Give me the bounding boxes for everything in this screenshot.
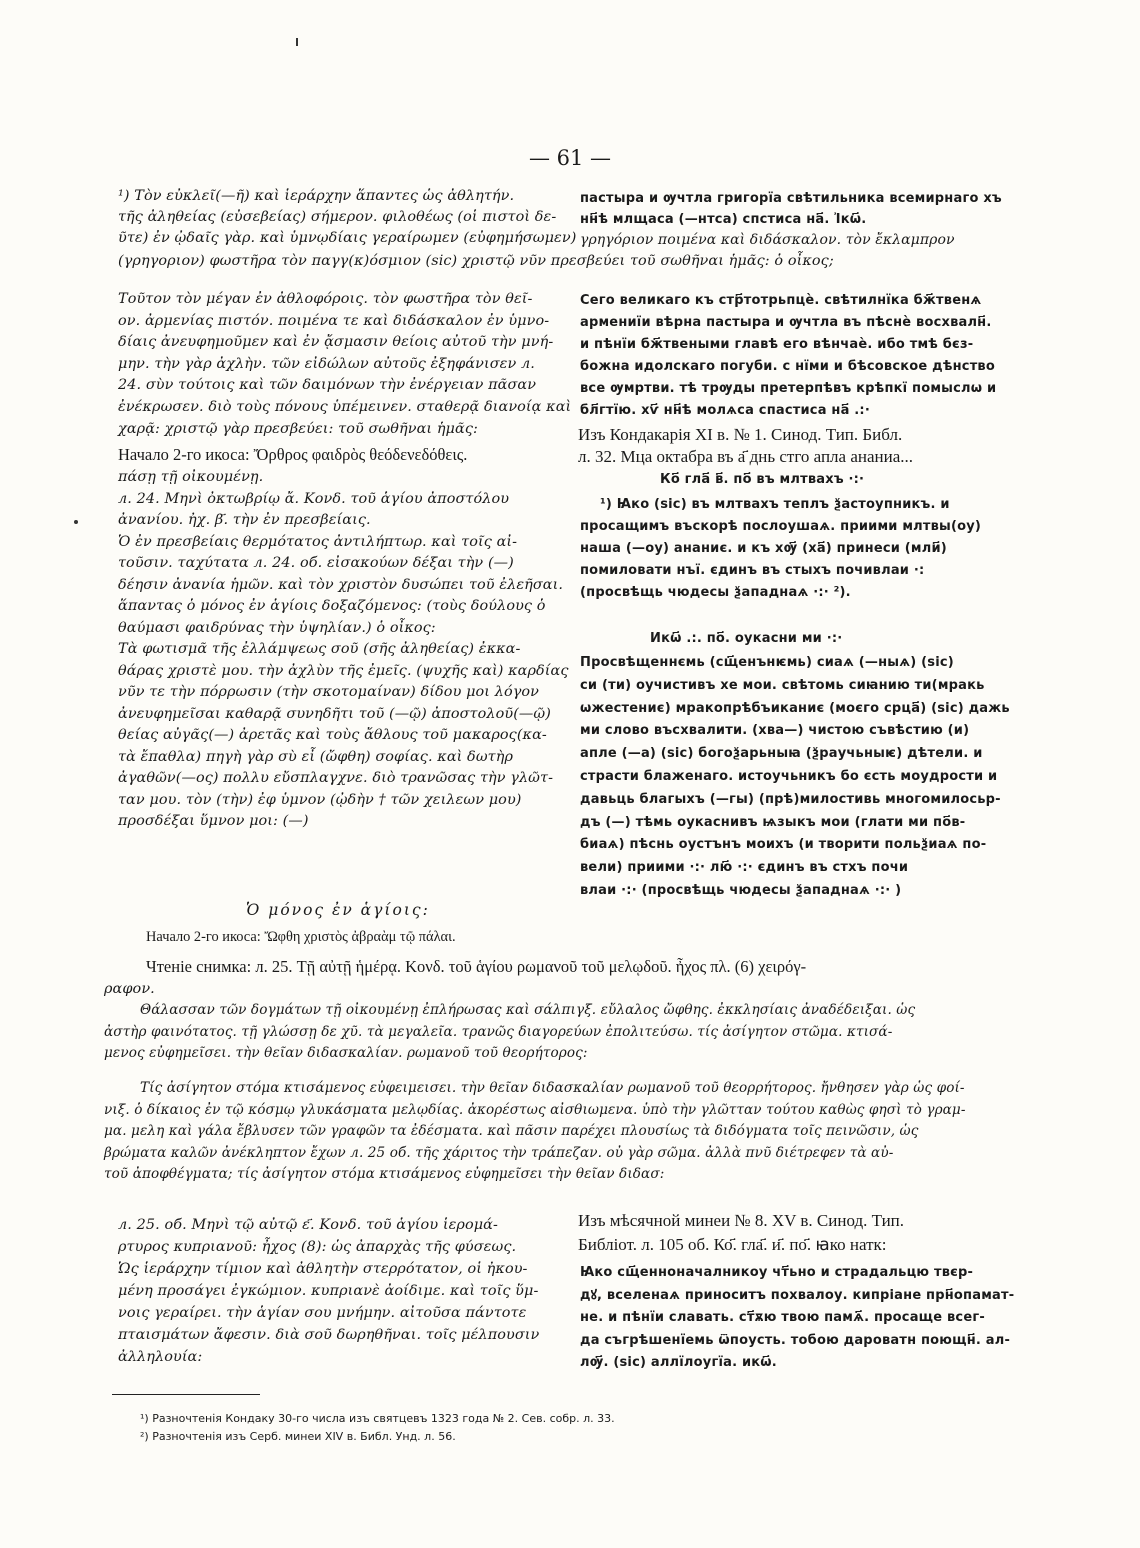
text-line: Τὰ φωτισμᾶ τῆς ἐλλάμψεως σοῦ (σῆς ἀληθείας) ἐκκα-	[118, 641, 521, 657]
text-line: влаи ·:· (просвѣщь чюдесы ѯападнаѧ ·:· )	[580, 882, 902, 898]
page-number: — 61 —	[528, 146, 612, 170]
text-line: Θάλασσαν τῶν δογμάτων τῇ οἰκουμένῃ ἐπλήρωσας καὶ σάλπιγξ. εὔλαλος ὤφθης. ἐκκλησίαις ἀναδέδειξαι. ὡς	[140, 1002, 916, 1018]
text-line: ἀνευφημεῖσαι καθαρᾷ συνηδῆτι τοῦ (—ῷ) ἀποστολοῦ(—ῷ)	[118, 705, 551, 722]
text-line: ἅπαντας ὁ μόνος ἐν ἁγίοις δοξαζόμενος: (τοὺς δούλους ὁ	[118, 598, 546, 614]
left-center-title: Ὁ μόνος ἐν ἁγίοις:	[246, 901, 430, 919]
left-heading-1: Начало 2-го икоса: Ὄρθρος φαιδρὸς θεόδενεδόθεις.	[118, 445, 468, 464]
text-line: δέησιν ἀνανία ἡμῶν. καὶ τὸν χριστὸν δυσώπει τοῦ ἐλεῆσαι.	[118, 576, 564, 593]
text-line: л. 25. об. Μηνὶ τῷ αὐτῷ ε҃. Κονδ. τοῦ ἁγίου ἱερομά-	[118, 1217, 498, 1233]
text-line: все ѹмртви. тѣ трѹды претерпѣвъ крѣпкї помыслѡ и	[580, 381, 997, 396]
text-line: ἀγαθῶν(—ος) πολλυ εὔσπλαγχνε. διὸ τρανῶσας τὴν γλῶτ-	[118, 770, 554, 786]
text-line: и пѣнїи бж҃твеными главѣ его вѣнчаѐ. ибо тмѣ бєз-	[580, 337, 974, 352]
text-line: ѡжестениє) мракопрѣбъиканиє (моєго срца҃) (sic) дажь	[580, 700, 1010, 716]
text-line: лѹ҃. (sic) аллїлоугїа. икѡ҃.	[580, 1355, 777, 1370]
text-line: дꙋ, вселенаѧ приноситъ похвалоу. кипріане прн҃опамат-	[580, 1287, 1015, 1303]
text-line: Τοῦτον τὸν μέγαν ἐν ἀθλοφόροις. τὸν φωστῆρα τὸν θεῖ-	[118, 291, 533, 307]
text-line: пастыра и ѹчтла григорїа свѣтильника всемирнаго хъ	[580, 191, 1002, 206]
right-paragraph-2	[580, 494, 982, 604]
mid-heading-2-cont: ραφον.	[104, 981, 155, 997]
text-line: δίαις ἀνευφημοῦμεν καὶ ἐν ᾄσμασιν θείοις αὐτοῦ τὴν μνή-	[118, 334, 554, 351]
text-line: τοῦσιν. ταχύτατα л. 24. об. εἰσακούων δέξαι τὴν (—)	[118, 555, 514, 571]
text-line: θείας αὐγᾶς(—) ἀρετᾶς καὶ τοὺς ἄθλους τοῦ μακαρος(κα-	[118, 727, 547, 743]
text-line: πάσῃ τῇ οἰκουμένῃ.	[118, 469, 264, 485]
top-full-line: (γρηγοριον) φωστῆρα τὸν παγγ(κ)όσμιον (sic) χριστῷ νῦν πρεσβεύει τοῦ σωθῆναι ἡμᾶς: ὁ οἶκος;	[118, 253, 834, 269]
right-source-line-1: Изъ Кондакарія XI в. № 1. Синод. Тип. Библ.	[578, 425, 903, 444]
text-line: армениїи вѣрна пастыра и ѹчтла въ пѣснѐ восхвалн҃.	[580, 315, 992, 330]
text-line: 24. σὺν τούτοις καὶ τῶν δαιμόνων τὴν ἐνέργειαν πᾶσαν	[118, 377, 537, 394]
text-line: давьць благыхъ (—гы) (прѣ)милостивь многомилосьр-	[580, 791, 1001, 807]
text-line: си (ти) оучистивъ хе мои. свѣтомь сиꙗнию ти(мракь	[580, 677, 985, 693]
left-paragraph-2	[118, 467, 569, 833]
text-line: бл҃гтїю. хѵ҃ нн҃ѣ молѧса спастиса на҃ .:·	[580, 403, 870, 418]
footnote-rule	[112, 1394, 260, 1395]
right-center-heading-1: Ко҃ гла҃ в҃. по҃ въ млтвахъ ·:·	[660, 472, 865, 487]
text-line: τοῦ ἀποφθέγματα; τίς ἀσίγητον στόμα κτισάμενος εὐφημεῖσει τὴν θεῖαν διδασ:	[104, 1166, 665, 1183]
text-line: μενος εὐφημεῖσει. τὴν θεῖαν διδασκαλίαν. ρωμανοῦ τοῦ θεορήτορος:	[104, 1045, 588, 1062]
text-line: προσδέξαι ὕμνον μοι: (—)	[118, 813, 309, 829]
text-line: Сего великаго къ стр҃тотрьпцѐ. свѣтилнїка бж҃твенѧ	[580, 293, 982, 308]
text-line: апле (—а) (sic) богоѯарьныꙗ (ѯраучьныѥ) дѣтели. и	[580, 746, 983, 762]
text-line: ἀλληλουία:	[118, 1349, 203, 1365]
footnote-2: ²) Разночтенія изъ Серб. минеи XIV в. Библ. Унд. л. 56.	[140, 1430, 456, 1443]
text-line: θαύμασι φαιδρύνας τὴν ὑψηλίαν.) ὁ οἶκος:	[118, 619, 436, 636]
text-line: Ꙗко сщ҃енноначалникоу чт҃ьно и страдальцю твєр-	[580, 1265, 974, 1280]
mid-paragraph-1	[104, 1000, 915, 1065]
text-line: божна идолскаго погуби. с нїми и бѣсовское дѣнство	[580, 359, 995, 374]
top-right-block	[580, 188, 1002, 230]
bottom-right-source-2: Библіот. л. 105 об. Ко҃. гла҃. и҃. по҃. ꙗко натк:	[578, 1235, 887, 1254]
text-line: просащимъ въскорѣ послоушаѧ. приими млтвы(оу)	[580, 519, 982, 534]
text-line: не. и пѣнїи славать. ст҃ѫю твою памѧ҃. просаще всег-	[580, 1310, 985, 1325]
text-line: Ὁ ἐν πρεσβείαις θερμότατος ἀντιλήπτωρ. καὶ τοῖς αἰ-	[118, 533, 518, 550]
text-line: νοις γεραίρει. τὴν ἁγίαν σου μνήμην. αἰτοῦσα πάντοτε	[118, 1305, 527, 1321]
text-line: вели) приими ·:· лю҃ ·:· єдинъ въ стхъ почи	[580, 860, 909, 876]
text-line: ¹) Ꙗко (sic) въ млтвахъ теплъ ѯастоупникъ. и	[600, 497, 950, 512]
text-line: τῆς ἀληθείας (εὐσεβείας) σήμερον. φιλοθέως (οἱ πιστοὶ δε-	[118, 209, 557, 226]
top-right-greek: γρηγόριον ποιμένα καὶ διδάσκαλον. τὸν ἔκλαμπρον	[580, 232, 955, 248]
margin-dot	[74, 520, 78, 524]
right-center-heading-2: Икѡ҃ .:. по҃. оукасни ми ·:·	[650, 631, 843, 646]
text-line: наша (—оу) ананиє. и къ хѹ҃ (ха҃) принеси (мли҃)	[580, 541, 947, 556]
text-line: л. 24. Μηνὶ ὀκτωβρίῳ ἄ. Κονδ. τοῦ ἁγίου ἀποστόλου	[118, 490, 510, 507]
text-line: страсти блаженаго. истоучьникъ бо єсть моудрости и	[580, 768, 998, 784]
text-line: τὰ ἔπαθλα) πηγὴ γὰρ σὺ εἶ (ὤφθη) σοφίας. καὶ δωτὴρ	[118, 748, 514, 765]
text-line: ον. ἀρμενίας πιστόν. ποιμένα τε καὶ διδάσκαλον ἐν ὑμνο-	[118, 312, 550, 329]
text-line: πταισμάτων ἄφεσιν. διὰ σοῦ δωρηθῆναι. τοῖς μέλπουσιν	[118, 1327, 540, 1343]
text-line: χαρᾷ: χριστῷ γὰρ πρεσβεύει: τοῦ σωθῆναι ἡμᾶς:	[118, 420, 478, 437]
mid-heading-1: Начало 2-го икоса: Ὤφθη χριστὸς ἀβραὰμ τῷ πάλαι.	[146, 929, 456, 945]
text-line: βρώματα καλῶν ἀνέκληπτον ἔχων л. 25 об. τῆς χάριτος τὴν τράπεζαν. οὐ γὰρ σῶμα. ἀλλὰ πνῦ διέτρεφεν τὰ αὐ-	[104, 1144, 894, 1161]
text-line: биаѧ) пѣснь оустънъ моихъ (и творити польѯиаѧ по-	[580, 837, 987, 853]
left-paragraph-1	[118, 289, 571, 440]
mid-heading-2: Чтеніе снимка: л. 25. Τῇ αὐτῇ ἡμέρᾳ. Κονδ. τοῦ ἁγίου ρωμανοῦ τοῦ μελῳδοῦ. ἦχος πλ. (6) χειρόγ-	[146, 957, 807, 976]
mid-paragraph-2	[104, 1078, 966, 1186]
bottom-right-paragraph	[580, 1262, 1014, 1375]
text-line: μένη προσάγει ἐγκώμιον. κυπριανὲ ἀοίδιμε. καὶ τοῖς ὕμ-	[118, 1283, 539, 1299]
text-line: да съгрѣшенїемь ѿпоусть. тобою дароватн поющн҃. ал-	[580, 1332, 1011, 1348]
text-line: помиловати нъї. єдинъ въ стыхъ почивлаи ·:	[580, 563, 925, 578]
right-source-line-2: л. 32. Мца октабра въ а҃ днь стго апла ананиа...	[578, 447, 913, 466]
text-line: ρτυρος κυπριανοῦ: ἦχος (8): ὡς ἀπαρχὰς τῆς φύσεως.	[118, 1239, 517, 1255]
text-line: ἀνανίου. ἠχ. β҃. τὴν ἐν πρεσβείαις.	[118, 512, 371, 528]
text-line: ταν μου. τὸν (τὴν) ἐφ ὑμνον (ᾠδὴν † τῶν χειλεων μου)	[118, 791, 522, 808]
text-line: Ὡς ἱεράρχην τίμιον καὶ ἀθλητὴν στερρότατον, οἱ ἠκου-	[118, 1261, 528, 1277]
footnote-1: ¹) Разночтенія Кондаку 30-го числа изъ святцевъ 1323 года № 2. Сев. собр. л. 33.	[140, 1412, 615, 1425]
text-line: нн҃ѣ млщаса (—нтса) спстиса на҃. Ἰкѡ҃.	[580, 212, 867, 228]
text-line: μην. τὴν γὰρ ἀχλὴν. τῶν εἰδώλων αὐτοῦς ἐξηφάνισεν л.	[118, 355, 535, 372]
right-paragraph-1	[580, 290, 996, 422]
text-line: ῦτε) ἐν ᾠδαῖς γὰρ. καὶ ὑμνῳδίαις γεραίρωμεν (εὐφημήσωμεν)	[118, 230, 577, 247]
text-line: μα. μελη καὶ γάλα ἔβλυσεν τῶν γραφῶν τα ἐδέσματα. καὶ πᾶσιν παρέχει πλουσίως τὰ διδόγματα τοῖς πεινῶσιν, ὡς	[104, 1123, 919, 1140]
text-line: Τίς ἀσίγητον στόμα κτισάμενος εὐφειμεισει. τὴν θεῖαν διδασκαλίαν ρωμανοῦ τοῦ θεορρήτορος. ἤνθησεν γὰρ ὡς φοί-	[140, 1080, 965, 1096]
bottom-right-source-1: Изъ мѣсячной минеи № 8. XV в. Синод. Тип.	[578, 1211, 905, 1230]
text-line: ἐνέκρωσεν. διὸ τοὺς πόνους ὑπέμεινεν. σταθερᾷ διανοίᾳ καὶ	[118, 398, 572, 415]
text-line: (просвѣщь чюдесы ѯападнаѧ ·:· ²).	[580, 585, 851, 600]
text-line: дъ (—) тѣмь оукаснивъ ѩзыкъ мои (глати ми по҃в-	[580, 814, 966, 830]
text-line: ми слово въсхвалити. (хва—) чистою съвѣстию (и)	[580, 723, 970, 739]
text-line: νιξ. ὁ δίκαιος ἐν τῷ κόσμῳ γλυκάσματα μελῳδίας. ἀκορέστως αἰσθιωμενα. ὑπὸ τὴν γλῶτταν τούτου καθὼς φησὶ τὸ γραμ-	[104, 1101, 966, 1118]
bottom-left-paragraph	[118, 1214, 539, 1368]
text-line: Просвѣщеннємь (сщ҃енънѥмь) сиаѧ (—ныѧ) (sic)	[580, 655, 954, 670]
text-line: ¹) Τὸν εὐκλεῖ(—ῆ) καὶ ἱεράρχην ἅπαντες ὡς ἀθλητήν.	[118, 188, 515, 204]
text-line: νῦν τε τὴν πόρρωσιν (τὴν σκοτομαίναν) δίδου μοι λόγον	[118, 684, 540, 700]
text-line: θάρας χριστὲ μου. τὴν ἀχλὺν τῆς ἐμεῖς. (ψυχῆς καὶ) καρδίας	[118, 662, 569, 679]
stray-mark	[296, 38, 298, 46]
right-paragraph-3	[580, 652, 1010, 903]
text-line: ἀστὴρ φαινότατος. τῇ γλώσσῃ δε χῦ. τὰ μεγαλεῖα. τρανῶς διαγορεύων ἐπολιτεύσω. τίς ἀσίγητον στῶμα. κτισά-	[104, 1023, 893, 1040]
top-left-block	[118, 186, 576, 250]
